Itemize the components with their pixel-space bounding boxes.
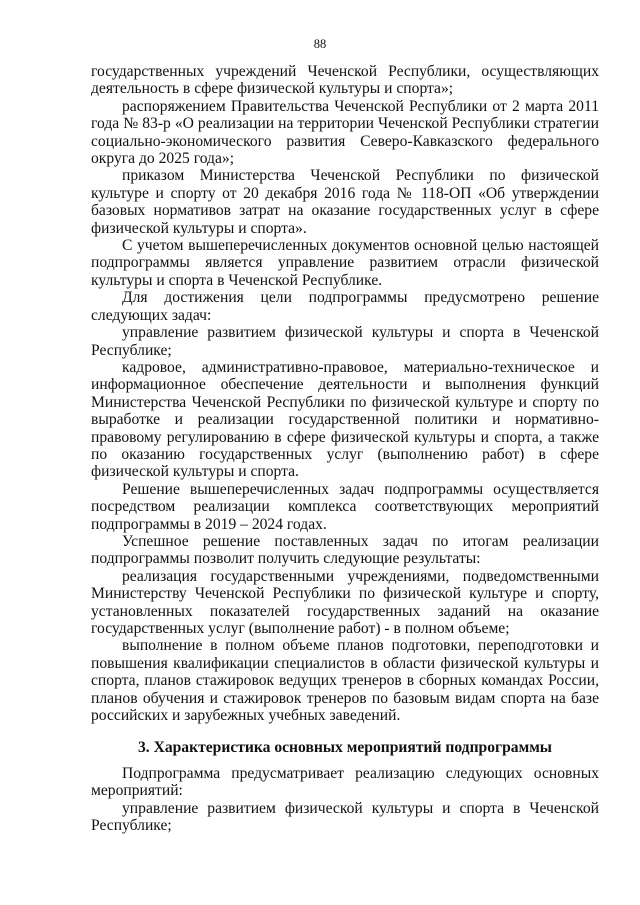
paragraph: С учетом вышеперечисленных документов основной целью настоящей подпрограммы является управление развитием отрасли физической культуры и спорта в Чеченской Республике. <box>91 237 599 289</box>
paragraph: кадровое, административно-правовое, материально-техническое и информационное обеспечение деятельности и выполнения функций Министерства Чеченской Республики по физической культуре и спорту по выработке и реализации государственной политики и нормативно-правовому регулированию в сфере физической культуры и спорта, а также по оказанию государственных услуг (выполнению работ) в сфере физической культуры и спорта. <box>91 358 599 481</box>
paragraph: управление развитием физической культуры и спорта в Чеченской Республике; <box>91 324 599 359</box>
paragraph: распоряжением Правительства Чеченской Республики от 2 марта 2011 года № 83-р «О реализации на территории Чеченской Республики стратегии социально-экономического развития Северо-Кавказского федерального округа до 2025 года»; <box>91 97 599 168</box>
page-number: 88 <box>313 37 327 51</box>
document-body <box>91 63 599 834</box>
paragraph: Для достижения цели подпрограммы предусмотрено решение следующих задач: <box>91 289 599 324</box>
paragraph: приказом Министерства Чеченской Республики по физической культуре и спорту от 20 декабря 2016 года № 118-ОП «Об утверждении базовых нормативов затрат на оказание государственных услуг в сфере физической культуры и спорта». <box>91 167 599 237</box>
paragraph: Подпрограмма предусматривает реализацию следующих основных мероприятий: <box>91 764 599 800</box>
paragraph: управление развитием физической культуры и спорта в Чеченской Республике; <box>91 799 599 835</box>
section-heading: 3. Характеристика основных мероприятий подпрограммы <box>137 739 552 757</box>
paragraph: Успешное решение поставленных задач по итогам реализации подпрограммы позволит получить следующие результаты: <box>91 532 599 568</box>
paragraph: государственных учреждений Чеченской Республики, осуществляющих деятельность в сфере физической культуры и спорта»; <box>91 63 599 98</box>
paragraph: реализация государственными учреждениями, подведомственными Министерству Чеченской Республики по физической культуре и спорту, установленных показателей государственных заданий на оказание государственных услуг (выполнение работ) - в полном объеме; <box>91 567 599 637</box>
paragraph: выполнение в полном объеме планов подготовки, переподготовки и повышения квалификации специалистов в области физической культуры и спорта, планов стажировок ведущих тренеров в сборных командах России, планов обучения и стажировок тренеров по базовым видам спорта на базе российских и зарубежных учебных заведений. <box>91 637 599 725</box>
paragraph: Решение вышеперечисленных задач подпрограммы осуществляется посредством реализации комплекса соответствующих мероприятий подпрограммы в 2019 – 2024 годах. <box>91 480 599 533</box>
